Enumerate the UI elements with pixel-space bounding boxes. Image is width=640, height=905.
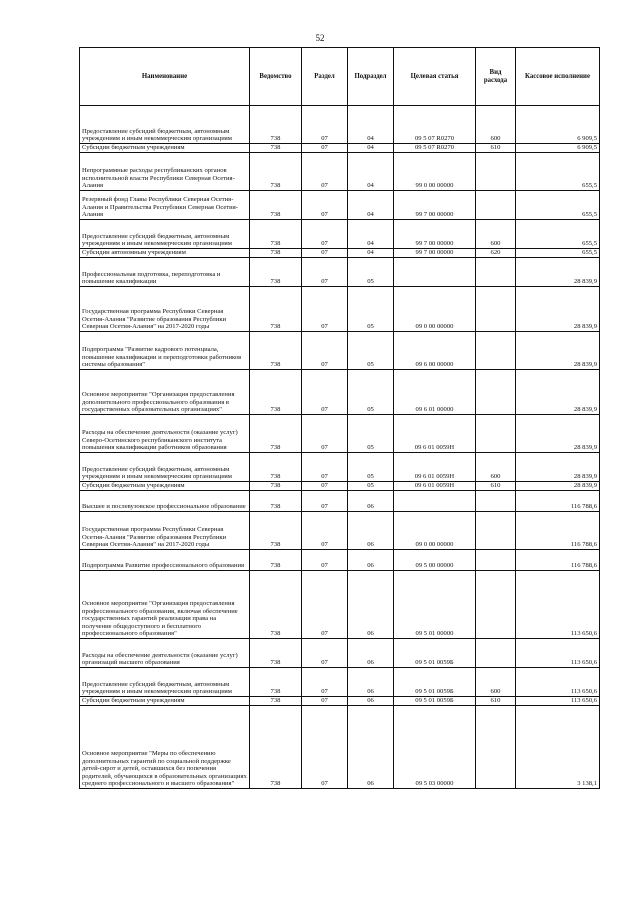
cell-execution: 28 839,9 (516, 332, 600, 370)
cell-subsection: 04 (348, 249, 394, 258)
cell-dept: 738 (250, 287, 302, 332)
cell-dept: 738 (250, 571, 302, 639)
table-header-row (80, 48, 600, 106)
cell-execution: 28 839,9 (516, 370, 600, 415)
cell-dept: 738 (250, 639, 302, 668)
cell-name: Субсидии автономным учреждениям (80, 249, 250, 258)
cell-dept: 738 (250, 332, 302, 370)
cell-section: 07 (302, 249, 348, 258)
table-row (80, 370, 600, 415)
cell-name: Предоставление субсидий бюджетным, автономным учреждениям и иным некоммерческим организациям (80, 668, 250, 697)
cell-execution: 28 839,9 (516, 453, 600, 482)
cell-name: Подпрограмма Развитие профессионального образования (80, 550, 250, 571)
cell-dept: 738 (250, 144, 302, 153)
cell-execution: 116 788,6 (516, 491, 600, 512)
cell-section: 07 (302, 106, 348, 144)
cell-execution: 113 650,6 (516, 571, 600, 639)
header-target: Целевая статья (394, 48, 476, 106)
table-row (80, 491, 600, 512)
cell-dept: 738 (250, 512, 302, 550)
cell-expense-type: 600 (476, 106, 516, 144)
cell-target: 09 6 01 00000 (394, 370, 476, 415)
cell-name: Государственная программа Республики Северная Осетия-Алания "Развитие образования Республики Северная Осетия-Алания" на 2017-2020 годы (80, 287, 250, 332)
cell-subsection: 04 (348, 191, 394, 220)
cell-name: Расходы на обеспечение деятельности (оказание услуг) Северо-Осетинского республиканского института повышения квалификации работников образования (80, 415, 250, 453)
cell-section: 07 (302, 220, 348, 249)
cell-target: 09 6 01 0059Н (394, 415, 476, 453)
cell-expense-type: 610 (476, 482, 516, 491)
cell-expense-type (476, 258, 516, 287)
cell-name: Непрограммные расходы республиканских органов исполнительной власти Республики Северная Осетия-Алания (80, 153, 250, 191)
cell-section: 07 (302, 153, 348, 191)
cell-section: 07 (302, 482, 348, 491)
cell-subsection: 06 (348, 571, 394, 639)
cell-execution: 116 788,6 (516, 512, 600, 550)
cell-name: Предоставление субсидий бюджетным, автономным учреждениям и иным некоммерческим организациям (80, 453, 250, 482)
cell-dept: 738 (250, 153, 302, 191)
cell-target: 09 6 01 0059Н (394, 482, 476, 491)
cell-execution: 6 909,5 (516, 106, 600, 144)
table-row (80, 415, 600, 453)
cell-execution: 3 138,1 (516, 706, 600, 789)
cell-subsection: 05 (348, 287, 394, 332)
cell-section: 07 (302, 415, 348, 453)
cell-expense-type: 600 (476, 220, 516, 249)
cell-name: Высшее и послевузовское профессиональное образование (80, 491, 250, 512)
cell-section: 07 (302, 191, 348, 220)
cell-target: 09 5 00 00000 (394, 550, 476, 571)
cell-target: 09 5 01 0059Б (394, 697, 476, 706)
cell-expense-type: 600 (476, 453, 516, 482)
cell-target (394, 491, 476, 512)
cell-section: 07 (302, 571, 348, 639)
cell-name: Резервный фонд Главы Республики Северная Осетия-Алания и Правительства Республики Северная Осетия-Алания (80, 191, 250, 220)
cell-name: Основное мероприятие "Организация предоставления дополнительного профессионального образования в государственных образовательных организациях" (80, 370, 250, 415)
table-row (80, 258, 600, 287)
cell-execution: 113 650,6 (516, 697, 600, 706)
cell-section: 07 (302, 639, 348, 668)
cell-name: Расходы на обеспечение деятельности (оказание услуг) организаций высшего образования (80, 639, 250, 668)
cell-target: 09 6 00 00000 (394, 332, 476, 370)
cell-name: Профессиональная подготовка, переподготовка и повышение квалификации (80, 258, 250, 287)
cell-subsection: 06 (348, 668, 394, 697)
cell-name: Предоставление субсидий бюджетным, автономным учреждениям и иным некоммерческим организациям (80, 106, 250, 144)
cell-expense-type: 620 (476, 249, 516, 258)
cell-name: Предоставление субсидий бюджетным, автономным учреждениям и иным некоммерческим организациям (80, 220, 250, 249)
cell-target (394, 258, 476, 287)
cell-execution: 113 650,6 (516, 639, 600, 668)
header-subsection: Подраздел (348, 48, 394, 106)
cell-dept: 738 (250, 370, 302, 415)
cell-dept: 738 (250, 491, 302, 512)
cell-execution: 655,5 (516, 191, 600, 220)
cell-subsection: 05 (348, 482, 394, 491)
cell-expense-type (476, 639, 516, 668)
cell-section: 07 (302, 370, 348, 415)
cell-section: 07 (302, 512, 348, 550)
cell-section: 07 (302, 550, 348, 571)
cell-target: 09 0 00 00000 (394, 287, 476, 332)
cell-subsection: 05 (348, 453, 394, 482)
header-name: Наименование (80, 48, 250, 106)
cell-target: 99 7 00 00000 (394, 249, 476, 258)
table-row (80, 482, 600, 491)
cell-name: Субсидии бюджетным учреждениям (80, 482, 250, 491)
cell-name: Субсидии бюджетным учреждениям (80, 697, 250, 706)
header-expense-type: Вид расхода (476, 48, 516, 106)
cell-subsection: 04 (348, 220, 394, 249)
cell-expense-type (476, 512, 516, 550)
cell-dept: 738 (250, 482, 302, 491)
table-row (80, 106, 600, 144)
cell-expense-type (476, 415, 516, 453)
cell-target: 09 5 01 0059Б (394, 639, 476, 668)
table-row (80, 191, 600, 220)
cell-subsection: 05 (348, 370, 394, 415)
cell-subsection: 06 (348, 706, 394, 789)
cell-subsection: 05 (348, 415, 394, 453)
cell-execution: 28 839,9 (516, 258, 600, 287)
cell-expense-type (476, 191, 516, 220)
table-row (80, 639, 600, 668)
table-row (80, 144, 600, 153)
cell-dept: 738 (250, 106, 302, 144)
cell-execution: 28 839,9 (516, 287, 600, 332)
cell-expense-type (476, 153, 516, 191)
cell-dept: 738 (250, 706, 302, 789)
cell-dept: 738 (250, 249, 302, 258)
cell-execution: 28 839,9 (516, 482, 600, 491)
cell-section: 07 (302, 453, 348, 482)
cell-section: 07 (302, 668, 348, 697)
cell-execution: 655,5 (516, 153, 600, 191)
cell-execution: 655,5 (516, 220, 600, 249)
cell-execution: 28 839,9 (516, 415, 600, 453)
header-dept: Ведомство (250, 48, 302, 106)
table-row (80, 453, 600, 482)
cell-name: Подпрограмма "Развитие кадрового потенциала, повышение квалификации и переподготовки работников системы образования" (80, 332, 250, 370)
cell-expense-type: 600 (476, 668, 516, 697)
cell-name: Субсидии бюджетным учреждениям (80, 144, 250, 153)
page-number: 52 (315, 33, 325, 43)
table-row (80, 153, 600, 191)
cell-target: 09 6 01 0059Н (394, 453, 476, 482)
cell-expense-type (476, 370, 516, 415)
cell-section: 07 (302, 706, 348, 789)
header-section: Раздел (302, 48, 348, 106)
cell-dept: 738 (250, 191, 302, 220)
cell-expense-type (476, 706, 516, 789)
cell-target: 09 5 01 00000 (394, 571, 476, 639)
cell-subsection: 04 (348, 153, 394, 191)
cell-section: 07 (302, 144, 348, 153)
table-row (80, 550, 600, 571)
cell-expense-type: 610 (476, 144, 516, 153)
table-row (80, 220, 600, 249)
cell-name: Основное мероприятие "Меры по обеспечению дополнительных гарантий по социальной поддержке детей-сирот и детей, оставшихся без попечения родителей, обучающихся в образовательных организациях среднего профессионального и высшего образования" (80, 706, 250, 789)
cell-dept: 738 (250, 453, 302, 482)
cell-target: 99 0 00 00000 (394, 153, 476, 191)
cell-section: 07 (302, 697, 348, 706)
cell-section: 07 (302, 258, 348, 287)
cell-subsection: 04 (348, 144, 394, 153)
cell-dept: 738 (250, 415, 302, 453)
cell-target: 99 7 00 00000 (394, 191, 476, 220)
cell-dept: 738 (250, 668, 302, 697)
cell-expense-type (476, 550, 516, 571)
table-row (80, 249, 600, 258)
cell-subsection: 05 (348, 258, 394, 287)
table-row (80, 706, 600, 789)
table-row (80, 697, 600, 706)
table-row (80, 287, 600, 332)
table-row (80, 332, 600, 370)
cell-name: Государственная программа Республики Северная Осетия-Алания "Развитие образования Республики Северная Осетия-Алания" на 2017-2020 годы (80, 512, 250, 550)
cell-expense-type (476, 491, 516, 512)
cell-expense-type: 610 (476, 697, 516, 706)
cell-name: Основное мероприятие "Организация предоставления профессионального образования, включая обеспечение государственных гарантий реализации права на получение общедоступного и бесплатного профессионального образования" (80, 571, 250, 639)
cell-subsection: 06 (348, 550, 394, 571)
cell-subsection: 06 (348, 697, 394, 706)
cell-section: 07 (302, 491, 348, 512)
cell-dept: 738 (250, 550, 302, 571)
cell-subsection: 06 (348, 512, 394, 550)
cell-target: 09 5 01 0059Б (394, 668, 476, 697)
table-row (80, 668, 600, 697)
table-row (80, 512, 600, 550)
cell-target: 09 5 07 R0270 (394, 144, 476, 153)
cell-target: 09 5 03 00000 (394, 706, 476, 789)
cell-section: 07 (302, 332, 348, 370)
cell-subsection: 04 (348, 106, 394, 144)
cell-execution: 116 788,6 (516, 550, 600, 571)
cell-dept: 738 (250, 220, 302, 249)
cell-subsection: 05 (348, 332, 394, 370)
header-execution: Кассовое исполнение (516, 48, 600, 106)
cell-execution: 113 650,6 (516, 668, 600, 697)
cell-expense-type (476, 571, 516, 639)
cell-subsection: 06 (348, 639, 394, 668)
cell-target: 09 0 00 00000 (394, 512, 476, 550)
cell-expense-type (476, 332, 516, 370)
cell-target: 09 5 07 R0270 (394, 106, 476, 144)
cell-target: 99 7 00 00000 (394, 220, 476, 249)
cell-section: 07 (302, 287, 348, 332)
cell-dept: 738 (250, 258, 302, 287)
table-row (80, 571, 600, 639)
cell-execution: 6 909,5 (516, 144, 600, 153)
cell-execution: 655,5 (516, 249, 600, 258)
cell-expense-type (476, 287, 516, 332)
cell-dept: 738 (250, 697, 302, 706)
budget-execution-table (79, 47, 600, 789)
cell-subsection: 06 (348, 491, 394, 512)
